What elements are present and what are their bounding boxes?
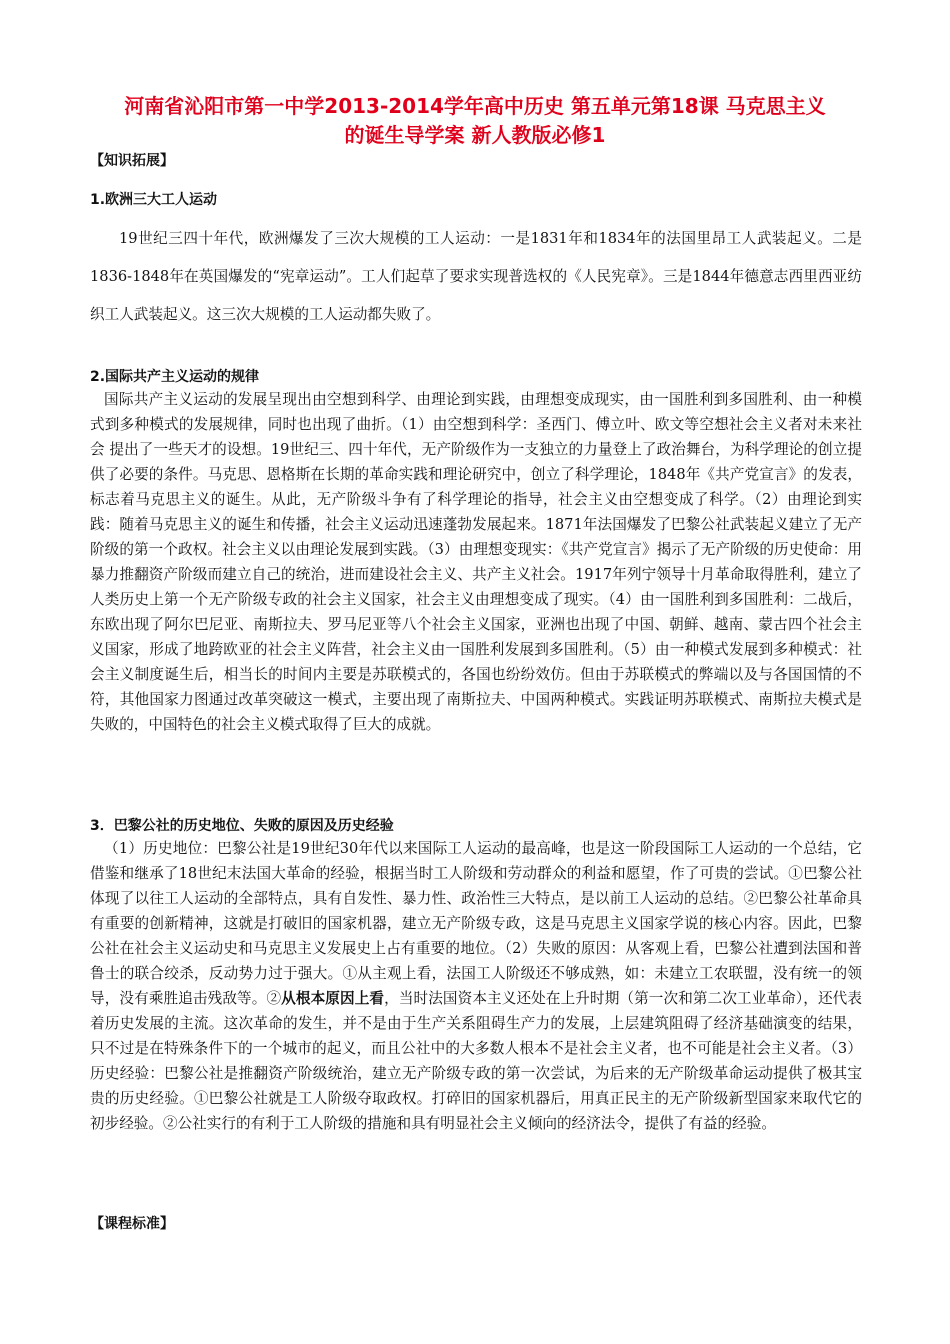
section-3-body-part-1: （1）历史地位：巴黎公社是19世纪30年代以来国际工人运动的最高峰，也是这一阶段国际工人运动的一个总结，它借鉴和继承了18世纪末法国大革命的经验，根据当时工人阶级和劳动群众的利益和愿望，作了可贵的尝试。①巴黎公社体现了以往工人运动的全部特点，具有自发性、暴力性、政治性三大特点，是以前工人运动的总结。②巴黎公社革命具有重要的创新精神，这就是打破旧的国家机器，建立无产阶级专政，这是马克思主义国家学说的核心内容。因此，巴黎公社在社会主义运动史和马克思主义发展史上占有重要的地位。（2）失败的原因：从客观上看，巴黎公社遭到法国和普鲁士的联合绞杀，反动势力过于强大。①从主观上看，法国工人阶级还不够成熟，如：未建立工农联盟，没有统一的领导，没有乘胜追击残敌等。② [90, 840, 862, 1007]
course-standard-label: 【课程标准】 [90, 1216, 174, 1232]
section-3-heading: 3．巴黎公社的历史地位、失败的原因及历史经验 [90, 818, 394, 834]
document-title-line-1: 河南省沁阳市第一中学2013-2014学年高中历史 第五单元第18课 马克思主义 [124, 94, 826, 118]
section-1-heading: 1.欧洲三大工人运动 [90, 192, 218, 208]
section-3-body [90, 836, 862, 1136]
section-2-body: 国际共产主义运动的发展呈现出由空想到科学、由理论到实践，由理想变成现实，由一国胜利到多国胜利、由一种模式到多种模式的发展规律，同时也出现了曲折。（1）由空想到科学：圣西门、傅立叶、欧文等空想社会主义者对未来社会 提出了一些天才的设想。19世纪三、四十年代，无产阶级作为一支独立的力量登上了政治舞台，为科学理论的创立提供了必要的条件。马克思、恩格斯在长期的革命实践和理论研究中，创立了科学理论，1848年《共产党宣言》的发表，标志着马克思主义的诞生。从此，无产阶级斗争有了科学理论的指导，社会主义由空想变成了科学。（2）由理论到实践：随着马克思主义的诞生和传播，社会主义运动迅速蓬勃发展起来。1871年法国爆发了巴黎公社武装起义建立了无产阶级的第一个政权。社会主义以由理论发展到实践。（3）由理想变现实：《共产党宣言》揭示了无产阶级的历史使命：用暴力推翻资产阶级而建立自己的统治，进而建设社会主义、共产主义社会。1917年列宁领导十月革命取得胜利，建立了人类历史上第一个无产阶级专政的社会主义国家，社会主义由理想变成了现实。（4）由一国胜利到多国胜利：二战后，东欧出现了阿尔巴尼亚、南斯拉夫、罗马尼亚等八个社会主义国家，亚洲也出现了中国、朝鲜、越南、蒙古四个社会主义国家，形成了地跨欧亚的社会主义阵营，社会主义由一国胜利发展到多国胜利。（5）由一种模式发展到多种模式：社会主义制度诞生后，相当长的时间内主要是苏联模式的，各国也纷纷效仿。但由于苏联模式的弊端以及与各国国情的不符，其他国家力图通过改革突破这一模式，主要出现了南斯拉夫、中国两种模式。实践证明苏联模式、南斯拉夫模式是失败的，中国特色的社会主义模式取得了巨大的成就。 [90, 391, 862, 733]
knowledge-extension-label: 【知识拓展】 [90, 153, 174, 169]
section-3-body-part-2: ，当时法国资本主义还处在上升时期（第一次和第二次工业革命），还代表着历史发展的主流。这次革命的发生，并不是由于生产关系阻碍生产力的发展，上层建筑阻碍了经济基础演变的结果，只不过是在特殊条件下的一个城市的起义，而且公社中的大多数人根本不是社会主义者，也不可能是社会主义者。（3）历史经验：巴黎公社是推翻资产阶级统治，建立无产阶级专政的第一次尝试，为后来的无产阶级革命运动提供了极其宝贵的历史经验。①巴黎公社就是工人阶级夺取政权。打碎旧的国家机器后，用真正民主的无产阶级新型国家来取代它的初步经验。②公社实行的有利于工人阶级的措施和具有明显社会主义倾向的经济法令，提供了有益的经验。 [90, 990, 862, 1132]
section-2-heading: 2.国际共产主义运动的规律 [90, 369, 260, 385]
section-3-body-emphasis: 从根本原因上看 [281, 990, 385, 1007]
section-1-body: 19世纪三四十年代，欧洲爆发了三次大规模的工人运动：一是1831年和1834年的法国里昂工人武装起义。二是1836-1848年在英国爆发的“宪章运动”。工人们起草了要求实现普选权的《人民宪章》。三是1844年德意志西里西亚纺织工人武装起义。这三次大规模的工人运动都失败了。 [90, 230, 862, 323]
document-title-line-2: 的诞生导学案 新人教版必修1 [344, 123, 606, 147]
